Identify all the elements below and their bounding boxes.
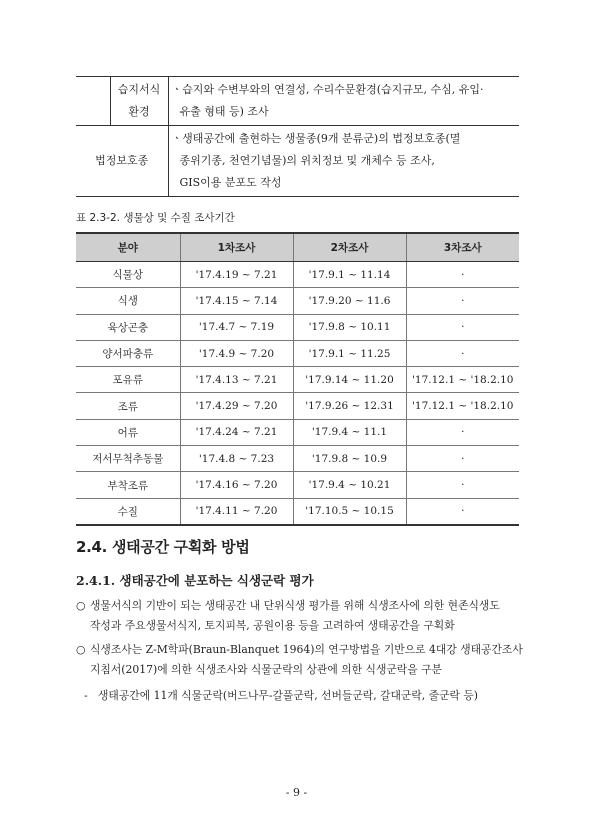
table-cell: · <box>406 472 519 498</box>
paragraph-line: 작성과 주요생물서식지, 토지피복, 공원이용 등을 고려하여 생태공간을 구획화 <box>90 619 455 632</box>
row-label-line: 습지서식 <box>117 83 161 96</box>
table-row-label: 어류 <box>76 419 180 445</box>
paragraph-line: 지침서(2017)에 의한 식생조사와 식물군락의 상관에 의한 식생군락을 구분 <box>90 663 442 676</box>
table-cell: · <box>406 314 519 340</box>
description-line: 유출 형태 등) 조사 <box>179 105 269 118</box>
table-row-label: 포유류 <box>76 367 180 393</box>
table-row <box>76 367 519 393</box>
table-cell: '17.4.9 ~ 7.20 <box>180 340 293 366</box>
table-cell: · <box>406 446 519 472</box>
table-row <box>76 393 519 419</box>
table-cell: '17.9.1 ~ 11.25 <box>293 340 406 366</box>
description-line: GIS이용 분포도 작성 <box>179 176 282 189</box>
table-cell: '17.4.19 ~ 7.21 <box>180 262 293 288</box>
bullet-circle: ○ <box>76 599 86 612</box>
table-row <box>76 77 519 126</box>
table-row <box>76 446 519 472</box>
table-header-cell: 1차조사 <box>180 233 293 262</box>
table-row <box>76 126 519 197</box>
table-row-description <box>168 77 519 126</box>
paragraph-vegetation-evaluation <box>76 596 526 636</box>
subsection-heading: 2.4.1. 생태공간에 분포하는 식생군락 평가 <box>76 573 314 588</box>
table-cell: '17.4.24 ~ 7.21 <box>180 419 293 445</box>
table-header-row <box>76 233 519 262</box>
paragraph-vegetation-survey <box>76 640 526 680</box>
table-row-label: 조류 <box>76 393 180 419</box>
table-cell: · <box>406 262 519 288</box>
table-cell: '17.9.8 ~ 10.11 <box>293 314 406 340</box>
table-cell: '17.9.4 ~ 11.1 <box>293 419 406 445</box>
paragraph-line: 식생조사는 Z-M학파(Braun-Blanquet 1964)의 연구방법을 기반으로 4대강 생태공간조사 <box>90 643 523 656</box>
row-label-line: 환경 <box>128 105 150 118</box>
bullet-dash: - <box>84 689 88 702</box>
table-cell: '17.9.4 ~ 10.21 <box>293 472 406 498</box>
table-row-description <box>168 126 519 197</box>
table-row-label: 수질 <box>76 498 180 525</box>
table-cell: '17.4.29 ~ 7.20 <box>180 393 293 419</box>
table-header-cell: 3차조사 <box>406 233 519 262</box>
table-row <box>76 340 519 366</box>
table-caption: 표 2.3-2. 생물상 및 수질 조사기간 <box>76 212 235 224</box>
table-row-label: 식물상 <box>76 262 180 288</box>
table-row <box>76 314 519 340</box>
paragraph-line: 생물서식의 기반이 되는 생태공간 내 단위식생 평가를 위해 식생조사에 의한 현존식생도 <box>90 599 500 612</box>
table-cell: · <box>406 340 519 366</box>
table-row-label: 법정보호종 <box>76 126 168 197</box>
table-cell: '17.4.7 ~ 7.19 <box>180 314 293 340</box>
table-row-label <box>110 77 168 126</box>
table-cell: '17.9.20 ~ 11.6 <box>293 288 406 314</box>
table-row <box>76 419 519 445</box>
survey-period-table <box>76 232 519 526</box>
table-row-label: 저서무척추동물 <box>76 446 180 472</box>
table-cell: '17.9.26 ~ 12.31 <box>293 393 406 419</box>
table-cell: '17.4.11 ~ 7.20 <box>180 498 293 525</box>
section-heading: 2.4. 생태공간 구획화 방법 <box>76 538 250 556</box>
description-line: ㆍ습지와 수변부와의 연결성, 수리수문환경(습지규모, 수심, 유입· <box>171 83 484 96</box>
table-cell: '17.4.16 ~ 7.20 <box>180 472 293 498</box>
table-cell: '17.12.1 ~ '18.2.10 <box>406 393 519 419</box>
table-header-cell: 분야 <box>76 233 180 262</box>
table-row <box>76 288 519 314</box>
survey-items-table-fragment <box>76 76 519 197</box>
description-line: 종위기종, 천연기념물)의 위치정보 및 개체수 등 조사, <box>179 154 435 167</box>
table-cell: '17.4.15 ~ 7.14 <box>180 288 293 314</box>
table-cell: '17.9.1 ~ 11.14 <box>293 262 406 288</box>
table-cell-blank <box>76 77 110 126</box>
description-line: ㆍ생태공간에 출현하는 생물종(9개 분류군)의 법정보호종(멸 <box>171 132 461 145</box>
table-row-label: 식생 <box>76 288 180 314</box>
table-row <box>76 262 519 288</box>
table-row <box>76 472 519 498</box>
paragraph-line: 생태공간에 11개 식물군락(버드나무-갈풀군락, 선버들군락, 갈대군락, 줄군락 등) <box>98 689 479 702</box>
table-header-cell: 2차조사 <box>293 233 406 262</box>
table-cell: '17.12.1 ~ '18.2.10 <box>406 367 519 393</box>
table-cell: · <box>406 498 519 525</box>
bullet-circle: ○ <box>76 643 86 656</box>
table-cell: '17.4.13 ~ 7.21 <box>180 367 293 393</box>
table-row-label: 부착조류 <box>76 472 180 498</box>
table-cell: '17.4.8 ~ 7.23 <box>180 446 293 472</box>
page-number: - 9 - <box>285 786 308 799</box>
paragraph-plant-communities <box>84 686 524 706</box>
table-row <box>76 498 519 525</box>
table-row-label: 육상곤충 <box>76 314 180 340</box>
table-cell: '17.10.5 ~ 10.15 <box>293 498 406 525</box>
table-cell: '17.9.8 ~ 10.9 <box>293 446 406 472</box>
table-cell: · <box>406 419 519 445</box>
table-row-label: 양서파충류 <box>76 340 180 366</box>
table-cell: '17.9.14 ~ 11.20 <box>293 367 406 393</box>
table-cell: · <box>406 288 519 314</box>
